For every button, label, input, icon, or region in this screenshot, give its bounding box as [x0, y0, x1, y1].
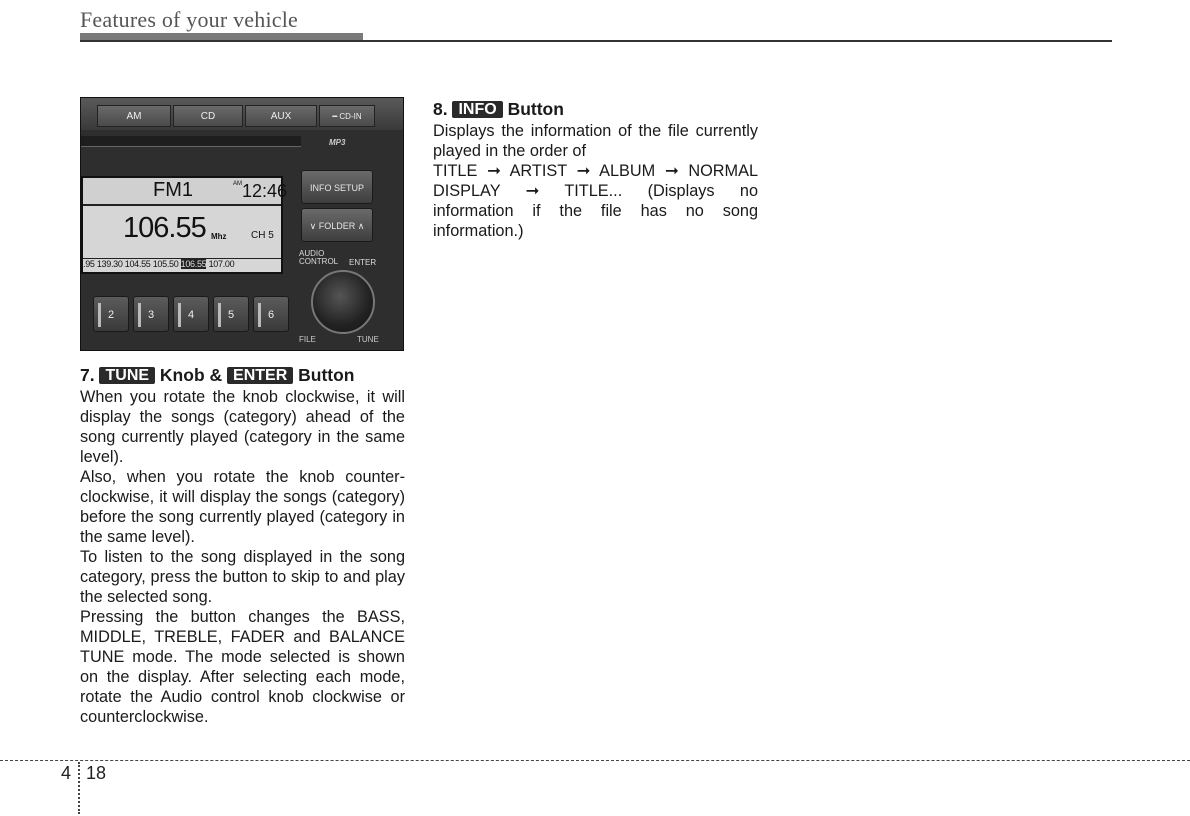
audio-control-label: AUDIO CONTROL [299, 249, 339, 266]
footer-dashed-rule [0, 760, 1190, 761]
section-7 [80, 364, 405, 727]
tune-badge: TUNE [99, 367, 155, 384]
info-badge: INFO [452, 101, 502, 118]
footer-page-divider [78, 762, 80, 814]
section-7-paragraph: When you rotate the knob clockwise, it will display the songs (category) ahead of the song currently played (category in the same level). [80, 388, 405, 466]
display-preset-list: .95 139.30 104.55 105.50 106.55 107.00 [83, 258, 281, 273]
enter-badge: ENTER [227, 367, 293, 384]
section-8-heading: 8. INFO Button [433, 99, 564, 119]
preset-button-2: 2 [93, 296, 129, 332]
preset-button-3: 3 [133, 296, 169, 332]
header-rule [80, 40, 1112, 42]
display-band: FM1 [153, 179, 193, 201]
section-8 [433, 98, 758, 241]
section-7-paragraph: To listen to the song displayed in the song category, press the button to skip to and play the selected song. [80, 548, 405, 606]
section-8-paragraph: Displays the information of the file currently played in the order of [433, 122, 758, 160]
display-status-bar [83, 178, 288, 206]
footer-page-number: 18 [86, 763, 107, 783]
aux-button: AUX [245, 105, 317, 127]
display-channel: CH 5 [251, 230, 274, 241]
preset-button-5: 5 [213, 296, 249, 332]
cd-in-button: ━ CD-IN [319, 105, 375, 127]
preset-button-row [81, 296, 291, 336]
file-label: FILE [299, 335, 316, 344]
radio-display [81, 176, 288, 274]
audio-control-knob [311, 270, 375, 334]
audio-unit-image [80, 97, 404, 351]
enter-label: ENTER [349, 258, 377, 267]
am-button: AM [97, 105, 171, 127]
info-setup-button: INFO SETUP [301, 170, 373, 204]
page-header-title: Features of your vehicle [80, 7, 299, 32]
folder-button: ∨ FOLDER ∧ [301, 208, 373, 242]
display-frequency: 106.55 [123, 212, 206, 244]
preset-button-6: 6 [253, 296, 289, 332]
display-clock: $^{AM}$12:46 [233, 181, 288, 201]
section-8-paragraph: TITLE ➞ ARTIST ➞ ALBUM ➞ NORMAL DISPLAY ➞ TITLE... (Displays no information if the file has no song information.) [433, 162, 758, 240]
tune-label: TUNE [357, 335, 379, 344]
section-7-paragraph: Pressing the button changes the BASS, MIDDLE, TREBLE, FADER and BALANCE TUNE mode. The mode selected is shown on the display. After selecting each mode, rotate the Audio control knob clockwise or counterclockwise. [80, 608, 405, 726]
mp3-logo: MP3 [329, 138, 346, 147]
cd-slot [81, 136, 301, 147]
display-unit: Mhz [211, 232, 227, 241]
section-7-paragraph: Also, when you rotate the knob counter-clockwise, it will display the songs (category) before the song currently played (category in the same level). [80, 468, 405, 546]
top-button-strip [81, 98, 404, 130]
footer-section-number: 4 [61, 763, 72, 783]
section-7-heading: 7. TUNE Knob & ENTER Button [80, 365, 355, 385]
preset-button-4: 4 [173, 296, 209, 332]
cd-button: CD [173, 105, 243, 127]
